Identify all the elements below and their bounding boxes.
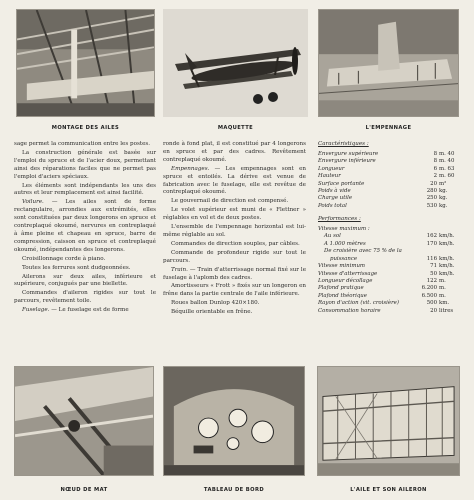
spec-row xyxy=(318,263,461,270)
spec-label: Vitesse minimum xyxy=(318,263,366,270)
spec-unit: km/h. xyxy=(439,240,455,247)
spec-row xyxy=(318,278,461,285)
caption-aile-et-aileron: L'AILE ET SON AILERON xyxy=(350,487,427,493)
spec-label: Rayon d'action (vit. croisière) xyxy=(318,300,399,307)
spec-row xyxy=(318,271,461,278)
spec-value: 116 xyxy=(426,255,437,262)
spec-row xyxy=(318,158,461,165)
paragraph: Les éléments sont indépendants les uns des autres et leur remplacement est ainsi facilité. xyxy=(14,182,156,197)
photo-tableau-de-bord xyxy=(163,366,305,476)
paragraph: Amortisseurs « Frott » fixés sur un longeron en frêne dans la partie centrale de l'aile inférieure. xyxy=(163,283,306,298)
paragraph: Commandes d'aileron rigides sur tout le parcours, revêtement toile. xyxy=(14,290,156,305)
spec-unit: km. xyxy=(439,300,450,307)
spec-row xyxy=(318,256,461,263)
paragraph: Train. — Train d'atterrissage normal fixé sur le fuselage à l'aplomb des cadres. xyxy=(163,266,307,281)
caption-noeud-de-mat: NŒUD DE MAT xyxy=(60,487,108,493)
performances-table xyxy=(318,226,461,315)
spec-row xyxy=(318,203,461,210)
spec-label: Envergure supérieure xyxy=(318,150,379,157)
photo-aile-et-aileron xyxy=(317,366,460,476)
paragraph: Béquille orientable en frêne. xyxy=(171,309,253,316)
paragraph: Empennages. — Les empennages sont en spruce et entoilés. La dérive est venue de fabrication avec le fuselage, elle est revêtue de contreplaqué okoumé. xyxy=(163,165,306,196)
paragraph: Ailerons sur deux ailes, inférieure et supérieure, conjugués par une biellette. xyxy=(14,273,156,288)
spec-label: Vitesse maximum : xyxy=(318,226,370,233)
spec-unit: m. xyxy=(439,292,446,299)
paragraph: Commande de profondeur rigide sur tout le parcours. xyxy=(163,249,306,264)
spec-row xyxy=(318,300,461,307)
spec-label: Au sol xyxy=(324,233,341,240)
caption-montage-des-ailes: MONTAGE DES AILES xyxy=(51,125,120,131)
spec-row xyxy=(318,173,461,180)
spec-row xyxy=(318,233,461,240)
spec-row xyxy=(318,285,461,292)
spec-row xyxy=(318,226,461,233)
spec-unit: km/h. xyxy=(439,255,455,262)
photo-empennage xyxy=(318,9,459,117)
caption-tableau-de-bord: TABLEAU DE BORD xyxy=(203,487,265,493)
spec-value: 50 xyxy=(430,270,437,277)
characteristics-table xyxy=(318,151,461,210)
spec-value: 71 xyxy=(430,263,437,270)
spec-unit xyxy=(439,248,461,255)
caption-empennage: L'EMPENNAGE xyxy=(365,125,412,131)
spec-value: 20 xyxy=(430,307,437,314)
spec-label: Surface portante xyxy=(318,180,365,187)
spec-value xyxy=(418,226,439,233)
spec-value: 2 xyxy=(433,173,437,180)
paragraph: Croisillonnage corde à piano. xyxy=(22,255,106,262)
spec-value: 8 xyxy=(433,158,437,165)
spec-value: 20 xyxy=(430,180,437,187)
paragraph: Commandes de direction souples, par câbles. xyxy=(171,240,300,247)
spec-value: 250 xyxy=(426,195,437,202)
spec-unit: m. 60 xyxy=(439,173,455,180)
caption-maquette: MAQUETTE xyxy=(217,125,254,131)
text-column-1 xyxy=(14,141,156,316)
spec-value: 500 xyxy=(426,300,437,307)
spec-row xyxy=(318,188,461,195)
paragraph: sage permet la communication entre les postes. xyxy=(14,141,151,147)
spec-value: 280 xyxy=(426,187,437,194)
spec-unit: km/h. xyxy=(439,270,455,277)
spec-unit: km/h. xyxy=(439,233,455,240)
photo-maquette xyxy=(163,9,308,117)
characteristics-title: Caractéristiques : xyxy=(318,141,369,147)
spec-unit: kg. xyxy=(439,195,448,202)
photo-montage-des-ailes xyxy=(16,9,155,117)
spec-value: 6.500 xyxy=(421,292,437,299)
paragraph: La construction générale est basée sur l'emploi du spruce et de l'acier doux, permettant ainsi des réparations faciles que ne permet pas l'emploi d'aciers spéciaux. xyxy=(14,149,156,180)
spec-label: Poids total xyxy=(318,202,347,209)
spec-label: Longueur xyxy=(318,165,345,172)
paragraph: Voilure. — Les ailes sont de forme rectangulaire, arrondies aux extrémités, elles sont constituées par deux longerons en spruce et contreplaqué okoumé, nervures en contreplaqué à âme pleine et chapeau en spruce, barre de compression, caisson en spruce et contreplaqué okoumé, indépendantes des longerons. xyxy=(14,199,156,253)
spec-label: Vitesse d'atterrissage xyxy=(318,270,378,277)
spec-unit: m. xyxy=(439,277,446,284)
spec-label: Plafond théorique xyxy=(318,292,367,299)
paragraph: Le gouvernail de direction est compensé. xyxy=(171,198,289,205)
spec-value: 6.200 xyxy=(421,285,437,292)
paragraph: Fuselage. — Le fuselage est de forme xyxy=(22,307,129,314)
paragraph: L'ensemble de l'empennage horizontal est lui-même réglable au sol. xyxy=(163,224,306,238)
paragraph: ronde à fond plat, il est constitué par 4 longerons en spruce et par des cadres. Revêtement contreplaqué okoumé. xyxy=(163,141,306,163)
spec-label: Longueur décollage xyxy=(318,277,373,284)
spec-value: 170 xyxy=(426,240,437,247)
spec-label: Charge utile xyxy=(318,195,353,202)
spec-label: Plafond pratique xyxy=(318,285,364,292)
spec-unit xyxy=(439,226,461,233)
spec-row xyxy=(318,166,461,173)
spec-unit: m. 40 xyxy=(439,150,455,157)
spec-label: A 1.000 mètres xyxy=(324,240,366,247)
spec-value: 530 xyxy=(426,202,437,209)
spec-row xyxy=(318,293,461,300)
spec-label: Hauteur xyxy=(318,173,341,180)
spec-label: De croisière avec 75 % de la xyxy=(324,248,402,255)
spec-value: 122 xyxy=(426,277,437,284)
spec-label: Envergure inférieure xyxy=(318,158,376,165)
spec-unit: m. 40 xyxy=(439,158,455,165)
spec-value: 8 xyxy=(433,150,437,157)
spec-unit: kg. xyxy=(439,187,448,194)
spec-value xyxy=(418,248,439,255)
spec-label: Consommation horaire xyxy=(318,307,381,314)
spec-row xyxy=(318,248,461,255)
text-column-2 xyxy=(163,141,306,318)
spec-unit: kg. xyxy=(439,202,448,209)
paragraph: Toutes les ferrures sont dudgeonnées. xyxy=(22,264,131,271)
spec-unit: m. xyxy=(439,285,446,292)
spec-value: 6 xyxy=(433,165,437,172)
photo-noeud-de-mat xyxy=(14,366,154,476)
paragraph: Roues ballon Dunlop 420×180. xyxy=(171,300,260,307)
spec-row xyxy=(318,181,461,188)
paragraph: Le volet supérieur est muni de « Flettner » réglables en vol et de deux postes. xyxy=(163,207,306,222)
spec-row xyxy=(318,308,461,315)
spec-row xyxy=(318,195,461,202)
specs-column xyxy=(318,141,461,315)
spec-unit: km/h. xyxy=(439,263,455,270)
spec-unit: litres xyxy=(439,307,454,314)
spec-unit: m. 63 xyxy=(439,165,455,172)
spec-label: puissance xyxy=(330,255,358,262)
spec-unit: m² xyxy=(439,180,447,187)
performances-title: Performances : xyxy=(318,216,361,223)
spec-value: 162 xyxy=(426,233,437,240)
spec-label: Poids à vide xyxy=(318,187,351,194)
